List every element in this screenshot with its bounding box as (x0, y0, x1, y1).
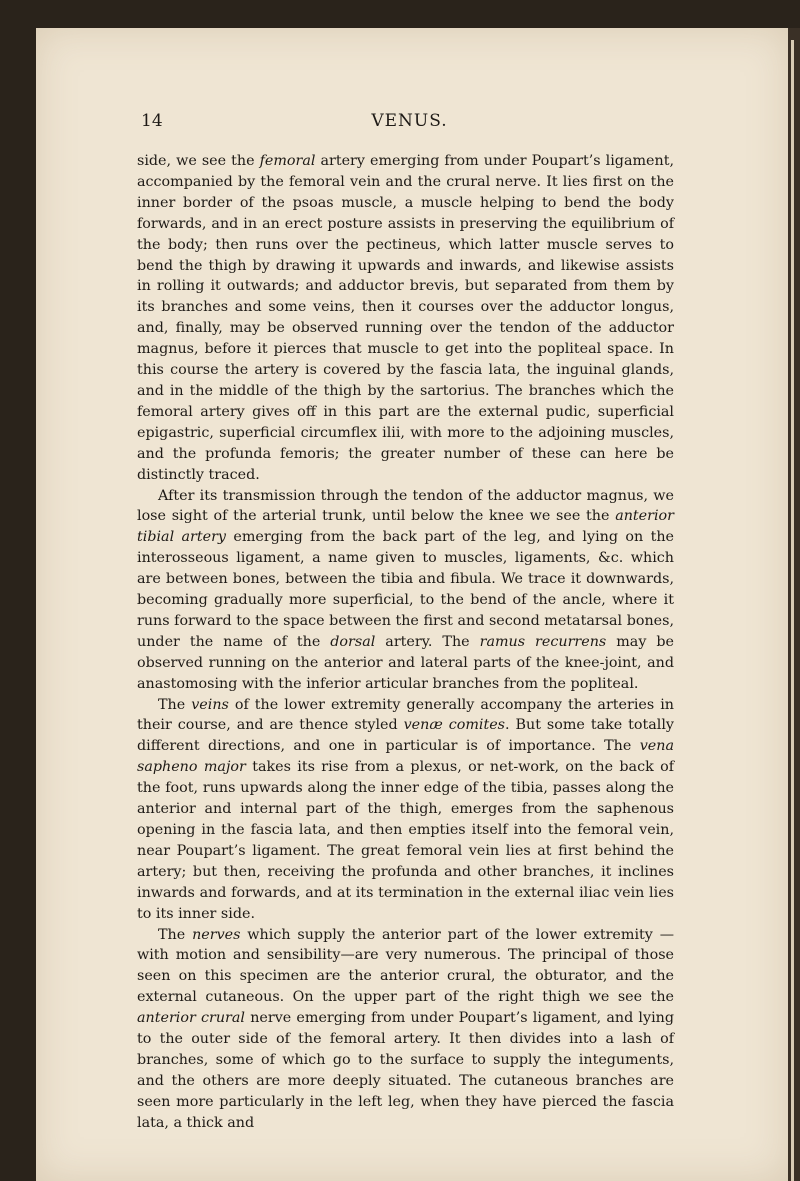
italic-term: femoral (259, 153, 316, 169)
italic-term: dorsal (330, 633, 376, 650)
paragraph-femoral-artery: side, we see the femoral artery emerging from under Poupart’s ligament, accompanied by the femoral vein and the crural nerve. It lies first on the inner border of the psoas muscle, a muscle helping to bend the body forwards, and in an erect posture assists in preserving the equilibrium of the body; then runs over the pectineus, which latter muscle serves to bend the thigh by drawing it upwards and inwards, and likewise assists in rolling it outwards; and adductor brevis, but separated from them by its branches and some veins, then it courses over the adductor longus, and, finally, may be observed running over the tendon of the adductor magnus, before it pierces that muscle to get into the popliteal space. In this course the artery is covered by the fascia lata, the inguinal glands, and in the middle of the thigh by the sartorius. The branches which the femoral artery gives off in this part are the external pudic, superficial epigastric, superficial circumflex ilii, with more to the adjoining muscles, and the profunda femoris; the greater number of these can here be distinctly traced. (137, 153, 674, 483)
paragraph-veins: The veins of the lower extremity generally accompany the arteries in their course, and are thence styled venæ comites. But some take totally different directions, and one in particular is of importance. The vena sapheno major takes its rise from a plexus, or net-work, on the back of the foot, runs upwards along the inner edge of the tibia, passes along the anterior and internal part of the thigh, emerges from the saphenous opening in the fascia lata, and then empties itself into the femoral vein, near Poupart’s ligament. The great femoral vein lies at first behind the artery; but then, receiving the profunda and other branches, it inclines inwards and forwards, and at its termination in the external iliac vein lies to its inner side. (137, 696, 675, 922)
italic-term: nerves (192, 926, 241, 943)
italic-term: veins (191, 696, 229, 713)
italic-term: anterior crural (137, 1010, 245, 1027)
italic-term: venæ comites (403, 717, 506, 734)
paragraph-tibial-artery: After its transmission through the tendon of the adductor magnus, we lose sight of the arterial trunk, until below the knee we see the anterior tibial artery emerging from the back part of the leg, and lying on the interosseous ligament, a name given to muscles, ligaments, &c. which are between bones, between the tibia and fibula. We trace it downwards, becoming gradually more superficial, to the bend of the ancle, where it runs forward to the space between the first and second metatarsal bones, under the name of the dorsal artery. The ramus recurrens may be observed running on the anterior and lateral parts of the knee-joint, and anastomosing with the inferior articular branches from the popliteal. (137, 487, 674, 692)
italic-term: ramus recurrens (479, 633, 607, 650)
page-number: 14 (141, 111, 163, 131)
italic-term: vena sapheno major (137, 738, 674, 776)
next-page-edge (791, 40, 794, 1181)
running-title: VENUS. (371, 111, 448, 131)
page-header (141, 110, 678, 134)
paragraph-nerves: The nerves which supply the anterior part of the lower extremity —with motion and sensibility—are very numerous. The principal of those seen on this specimen are the anterior crural, the obturator, and the external cutaneous. On the upper part of the right thigh we see the anterior crural nerve emerging from under Poupart’s ligament, and lying to the outer side of the femoral artery. It then divides into a lash of branches, some of which go to the surface to supply the integuments, and the others are more deeply situated. The cutaneous branches are seen more particularly in the left leg, when they have pierced the fascia lata, a thick and (137, 926, 675, 1131)
body-text (137, 151, 674, 1134)
book-spine-edge (788, 28, 800, 1181)
italic-term: anterior tibial artery (137, 508, 674, 546)
